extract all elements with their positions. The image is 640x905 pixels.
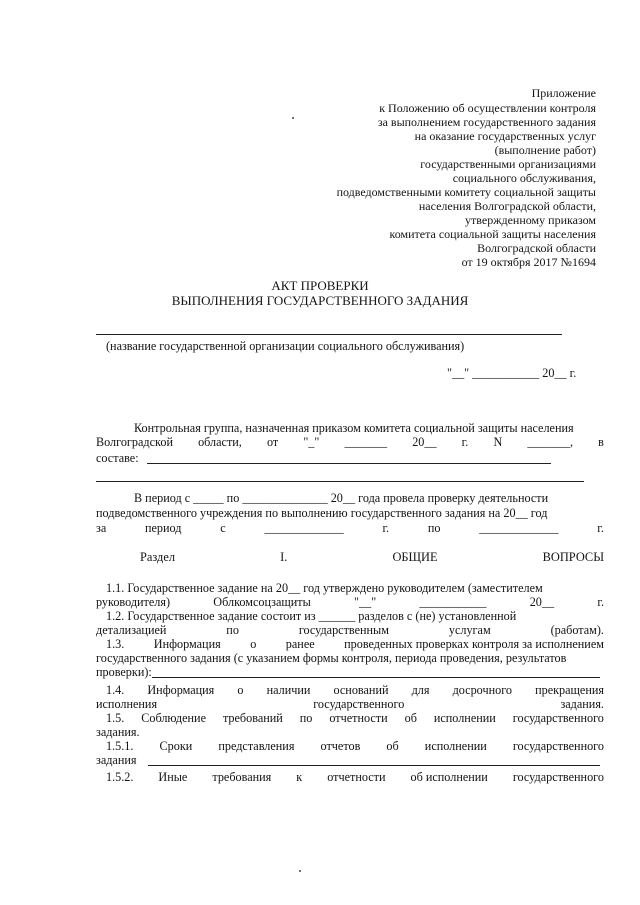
composition-field-2[interactable] (96, 481, 584, 482)
item-1-1-line-2 (96, 595, 604, 610)
header-line: на оказание государственных услуг (414, 129, 596, 143)
item-1-4-line-1 (106, 683, 604, 698)
word: для (411, 683, 430, 697)
item-1-3-line-1 (106, 637, 604, 652)
word: в (598, 435, 604, 449)
word: г. (461, 435, 469, 449)
word: Волгоградской (96, 435, 173, 449)
period-start-field[interactable]: _____________ (264, 521, 344, 535)
word: требований (222, 711, 283, 725)
order-month-field[interactable]: _______ (344, 435, 388, 449)
period-line-3 (96, 521, 604, 536)
word: отчетности (327, 770, 386, 784)
word: период (145, 521, 182, 535)
section-title-2: ВОПРОСЫ (542, 550, 604, 564)
word: 1.5. (106, 711, 125, 725)
word: (работам). (550, 623, 604, 637)
header-line: социального обслуживания, (452, 171, 596, 185)
header-line: государственными организациями (420, 157, 596, 171)
word: 1.4. (106, 683, 125, 697)
report-deadlines-field[interactable] (148, 765, 600, 766)
composition-label: составе: (96, 451, 139, 465)
word: представления (218, 739, 295, 753)
word: 1.5.2. (106, 770, 134, 784)
approval-day-field[interactable]: "__" (354, 595, 377, 609)
word: области, (198, 435, 242, 449)
word: проведенных проверках контроля за исполнением (344, 637, 604, 651)
word: об исполнении (410, 770, 488, 784)
item-1-3-line-2: государственного задания (с указанием формы контроля, периода проведения, результатов (96, 651, 567, 665)
word: к (296, 770, 303, 784)
item-1-1-line-1: 1.1. Государственное задание на 20__ год утверждено руководителем (заместителем (106, 581, 543, 595)
order-day-field[interactable]: "_" (303, 435, 320, 449)
item-1-4-line-2 (96, 697, 604, 712)
item-1-2-line-2 (96, 623, 604, 638)
item-1-5-1-line-2: задания (96, 753, 137, 767)
word: отчетности (329, 711, 388, 725)
word: о (250, 637, 257, 651)
period-end-field[interactable]: _____________ (479, 521, 559, 535)
word: об (404, 711, 417, 725)
composition-field-1[interactable] (147, 463, 551, 464)
header-line: подведомственными комитету социальной защиты (336, 185, 596, 199)
word: Информация (153, 637, 221, 651)
word: руководителя) (96, 595, 171, 609)
word: о (237, 683, 244, 697)
word: по (427, 521, 441, 535)
word: по (299, 711, 313, 725)
word: 1.3. (106, 637, 125, 651)
word: исполнении (424, 739, 487, 753)
word: об (386, 739, 399, 753)
scan-speck (299, 870, 301, 872)
word: наличии (266, 683, 311, 697)
section-title-1: ОБЩИЕ (392, 550, 438, 564)
header-line: утвержденному приказом (465, 213, 596, 227)
word: г. (597, 521, 604, 535)
word: услугам (448, 623, 491, 637)
scan-speck (292, 117, 294, 119)
period-line-1: В период с _____ по ______________ 20__ года провела проверку деятельности (134, 491, 549, 505)
header-line: комитета социальной защиты населения (389, 227, 596, 241)
word: детализацией (96, 623, 167, 637)
commission-line-2 (96, 435, 604, 450)
commission-line-1: Контрольная группа, назначенная приказом комитета социальной защиты населения (134, 421, 574, 435)
word: досрочного (452, 683, 512, 697)
word: требования (212, 770, 272, 784)
word: г. (597, 595, 604, 609)
act-date-field[interactable]: "__" ___________ 20__ г. (447, 366, 577, 380)
header-line: за выполнением государственного задания (377, 115, 596, 129)
inspections-info-field[interactable] (152, 677, 600, 678)
word: за (96, 521, 107, 535)
approval-month-field[interactable]: ___________ (419, 595, 487, 609)
word: с (220, 521, 226, 535)
word: оснований (333, 683, 389, 697)
word: исполнении (433, 711, 496, 725)
header-line: населения Волгоградской области, (418, 199, 596, 213)
word: г. (382, 521, 390, 535)
word: Иные (158, 770, 188, 784)
word: государственного (512, 711, 604, 725)
header-line: Волгоградской области (477, 241, 596, 255)
word: по (226, 623, 239, 637)
section-number: I. (280, 550, 288, 564)
word: Облкомсоцзащиты (213, 595, 311, 609)
section-heading (140, 550, 604, 565)
header-line: к Положению об осуществлении контроля (379, 101, 596, 115)
item-1-5-line-2: задания. (96, 725, 140, 739)
word: 1.5.1. (106, 739, 134, 753)
word: Соблюдение (141, 711, 206, 725)
period-line-2: подведомственного учреждения по выполнению государственного задания на 20__ год (96, 506, 548, 520)
section-label: Раздел (140, 550, 176, 564)
header-line: (выполнение работ) (494, 143, 596, 157)
document-title: АКТ ПРОВЕРКИ (271, 278, 369, 293)
word: государственного (512, 739, 604, 753)
org-name-caption: (название государственной организации социального обслуживания) (106, 339, 465, 353)
word: Сроки (159, 739, 193, 753)
approval-year-field[interactable]: 20__ (529, 595, 555, 609)
order-year-field[interactable]: 20__ (412, 435, 437, 449)
header-line: Приложение (531, 86, 596, 100)
word: Информация (147, 683, 215, 697)
word: от (266, 435, 279, 449)
item-1-5-1-line-1 (106, 739, 604, 754)
word: N (493, 435, 503, 449)
word: государственного (313, 697, 405, 711)
org-name-field[interactable] (96, 334, 562, 335)
item-1-2-line-1: 1.2. Государственное задание состоит из ______ разделов с (не) установленной (106, 609, 517, 623)
item-1-5-line-1 (106, 711, 604, 726)
word: прекращения (535, 683, 604, 697)
word: задания. (560, 697, 604, 711)
word: государственного (512, 770, 604, 784)
word: исполнения (96, 697, 158, 711)
header-line: от 19 октября 2017 №1694 (461, 255, 596, 269)
item-1-5-2-line-1 (106, 770, 604, 785)
word: ранее (285, 637, 315, 651)
word: отчетов (320, 739, 361, 753)
order-number-field[interactable]: _______, (527, 435, 574, 449)
document-subtitle: ВЫПОЛНЕНИЯ ГОСУДАРСТВЕННОГО ЗАДАНИЯ (171, 293, 469, 308)
item-1-3-line-3: проверки): (96, 665, 152, 679)
word: государственным (298, 623, 389, 637)
